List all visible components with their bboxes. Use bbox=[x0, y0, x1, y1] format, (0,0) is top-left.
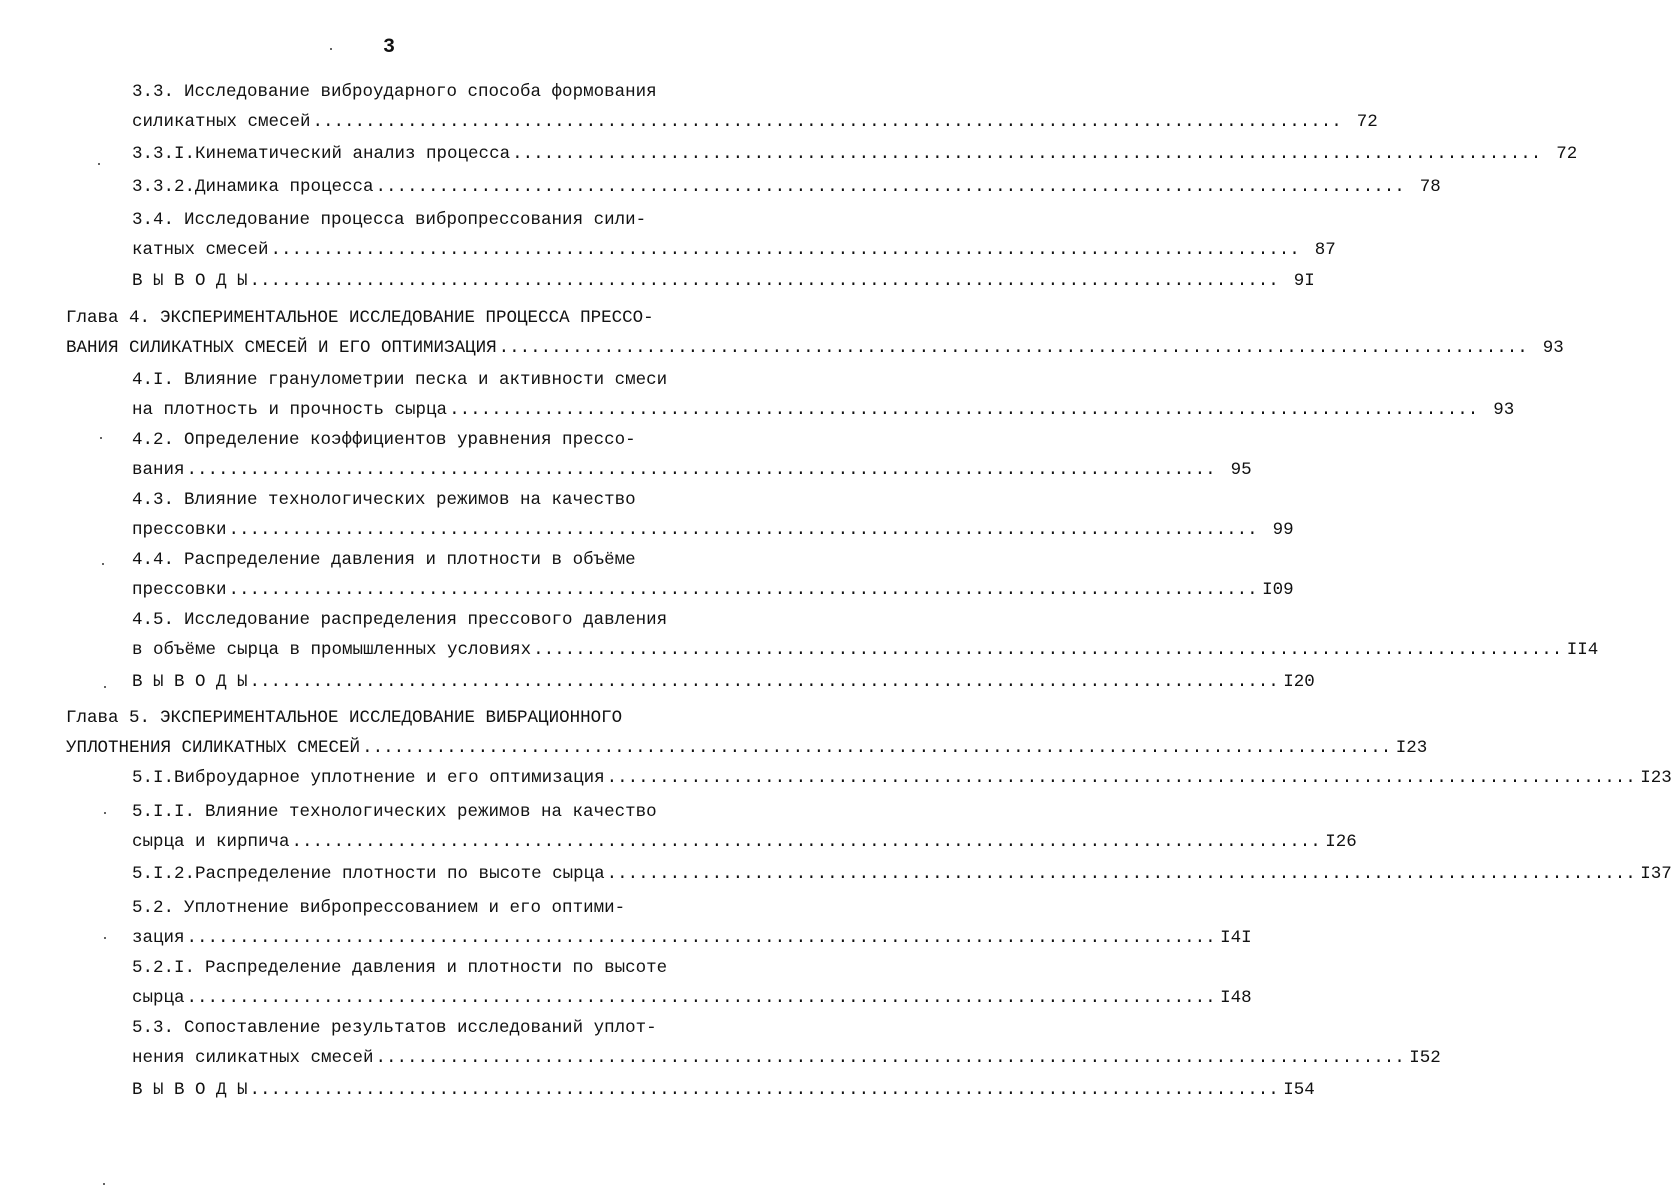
toc-entry-title: сырца bbox=[132, 988, 185, 1008]
scan-speck bbox=[98, 163, 100, 165]
toc-entry-title: на плотность и прочность сырца bbox=[132, 400, 448, 420]
toc-entry-number: 5.I.I. bbox=[132, 802, 196, 822]
toc-entry-line bbox=[132, 893, 712, 923]
toc-leader-dots: .................................................................................................. bbox=[249, 672, 1279, 692]
toc-entry-title: Кинематический анализ процесса bbox=[195, 144, 511, 164]
toc-entry-number: 3.3.I. bbox=[132, 144, 196, 164]
toc-entry-line bbox=[132, 515, 1294, 545]
toc-entry-line bbox=[132, 545, 712, 575]
toc-entry-title: Определение коэффициентов уравнения прессо- bbox=[184, 430, 636, 450]
toc-entry-title: Сопоставление результатов исследований уплот- bbox=[184, 1018, 657, 1038]
toc-entry-line bbox=[132, 77, 712, 107]
toc-entry-title: УПЛОТНЕНИЯ СИЛИКАТНЫХ СМЕСЕЙ bbox=[66, 738, 361, 758]
toc-entry-title: нения силикатных смесей bbox=[132, 1048, 374, 1068]
toc-entry-line bbox=[132, 485, 712, 515]
toc-entry-line bbox=[132, 667, 1315, 697]
scan-speck bbox=[104, 937, 106, 939]
toc-entry-line bbox=[132, 575, 1294, 605]
toc-entry-line bbox=[132, 395, 1515, 425]
toc-entry-title: Распределение плотности по высоте сырца bbox=[195, 864, 605, 884]
toc-entry bbox=[66, 303, 1564, 363]
toc-entry-number: 4.5. bbox=[132, 610, 175, 630]
toc-page-number: 72 bbox=[1356, 112, 1378, 132]
scan-speck bbox=[100, 437, 102, 439]
toc-leader-dots: .................................................................................................. bbox=[498, 338, 1528, 358]
toc-entry-line bbox=[132, 923, 1252, 953]
toc-entry-line bbox=[132, 205, 712, 235]
toc-page-number: I23 bbox=[1395, 738, 1428, 758]
toc-entry-title: силикатных смесей bbox=[132, 112, 311, 132]
toc-entry-line bbox=[66, 333, 1564, 363]
toc-entry-title: Распределение давления и плотности в объёме bbox=[184, 550, 636, 570]
toc-entry-title: ВАНИЯ СИЛИКАТНЫХ СМЕСЕЙ И ЕГО ОПТИМИЗАЦИЯ bbox=[66, 338, 497, 358]
toc-entry-title: Распределение давления и плотности по высоте bbox=[205, 958, 668, 978]
toc-entry-line bbox=[132, 1013, 712, 1043]
toc-page-number: I52 bbox=[1409, 1048, 1441, 1068]
toc-leader-dots: .................................................................................................. bbox=[606, 864, 1636, 884]
toc-entry-title: ЭКСПЕРИМЕНТАЛЬНОЕ ИССЛЕДОВАНИЕ ПРОЦЕССА ПРЕССО- bbox=[160, 308, 654, 328]
toc-entry-number: Глава 5. bbox=[66, 708, 151, 728]
toc-entry-title: зация bbox=[132, 928, 185, 948]
toc-entry-line bbox=[132, 235, 1336, 265]
toc-entry-title: ЭКСПЕРИМЕНТАЛЬНОЕ ИССЛЕДОВАНИЕ ВИБРАЦИОННОГО bbox=[160, 708, 623, 728]
toc-entry bbox=[132, 545, 1294, 605]
toc-page-number: 9I bbox=[1293, 271, 1315, 291]
toc-entry-line bbox=[132, 172, 1441, 202]
toc-entry-line bbox=[66, 703, 712, 733]
toc-entry-title: прессовки bbox=[132, 580, 227, 600]
toc-page-number: 95 bbox=[1230, 460, 1252, 480]
toc-entry bbox=[132, 172, 1441, 202]
toc-leader-dots: .................................................................................................. bbox=[270, 240, 1300, 260]
scan-speck bbox=[103, 1183, 105, 1185]
toc-leader-dots: .................................................................................................. bbox=[312, 112, 1342, 132]
toc-page-number: I26 bbox=[1325, 832, 1357, 852]
toc-entry-title: вания bbox=[132, 460, 185, 480]
toc-entry bbox=[132, 1075, 1315, 1105]
toc-entry-title: сырца и кирпича bbox=[132, 832, 290, 852]
toc-page-number: I09 bbox=[1262, 580, 1294, 600]
toc-page-number: 87 bbox=[1314, 240, 1336, 260]
toc-leader-dots: .................................................................................................. bbox=[228, 580, 1258, 600]
toc-entry-line bbox=[132, 365, 712, 395]
toc-page-number: 78 bbox=[1419, 177, 1441, 197]
toc-page-number: 99 bbox=[1272, 520, 1294, 540]
toc-entry-line bbox=[132, 266, 1315, 296]
toc-entry-title: Влияние гранулометрии песка и активности смеси bbox=[184, 370, 668, 390]
toc-page-number: I54 bbox=[1283, 1080, 1315, 1100]
toc-leader-dots: .................................................................................................. bbox=[533, 640, 1563, 660]
toc-page-number: 93 bbox=[1542, 338, 1564, 358]
toc-entry bbox=[132, 77, 1378, 137]
toc-entry-line bbox=[66, 733, 1428, 763]
toc-page-number: I23 bbox=[1640, 768, 1672, 788]
toc-entry-title: В Ы В О Д Ы bbox=[132, 672, 248, 692]
toc-entry-title: Влияние технологических режимов на качество bbox=[205, 802, 657, 822]
toc-leader-dots: .................................................................................................. bbox=[606, 768, 1636, 788]
toc-entry-line bbox=[132, 1043, 1441, 1073]
toc-leader-dots: .................................................................................................. bbox=[512, 144, 1542, 164]
toc-entry-number: 3.4. bbox=[132, 210, 175, 230]
toc-entry bbox=[132, 797, 1357, 857]
toc-entry-title: прессовки bbox=[132, 520, 227, 540]
toc-page-number: I37 bbox=[1640, 864, 1672, 884]
toc-entry-title: Влияние технологических режимов на качество bbox=[184, 490, 636, 510]
toc-page-number: 72 bbox=[1556, 144, 1578, 164]
toc-entry-line bbox=[132, 425, 712, 455]
toc-page-number: 93 bbox=[1493, 400, 1515, 420]
toc-entry-line bbox=[132, 1075, 1315, 1105]
toc-leader-dots: .................................................................................................. bbox=[249, 1080, 1279, 1100]
toc-page-number: I4I bbox=[1220, 928, 1252, 948]
page-number: 3 bbox=[383, 36, 396, 59]
toc-entry-title: Исследование виброударного способа формования bbox=[184, 82, 657, 102]
toc-leader-dots: .................................................................................................. bbox=[449, 400, 1479, 420]
toc-entry-title: В Ы В О Д Ы bbox=[132, 1080, 248, 1100]
toc-entry-title: в объёме сырца в промышленных условиях bbox=[132, 640, 532, 660]
toc-entry-title: Исследование распределения прессового давления bbox=[184, 610, 668, 630]
toc-page-number: I20 bbox=[1283, 672, 1315, 692]
toc-entry-number: 5.2.I. bbox=[132, 958, 196, 978]
toc-leader-dots: .................................................................................................. bbox=[362, 738, 1392, 758]
toc-entry-line bbox=[132, 983, 1252, 1013]
toc-leader-dots: .................................................................................................. bbox=[186, 460, 1216, 480]
toc-entry bbox=[132, 893, 1252, 953]
toc-entry bbox=[132, 763, 1672, 793]
toc-entry bbox=[132, 205, 1336, 265]
toc-page-number: I48 bbox=[1220, 988, 1252, 1008]
toc-entry bbox=[132, 605, 1599, 665]
toc-entry-number: 4.2. bbox=[132, 430, 175, 450]
scan-speck bbox=[330, 48, 332, 50]
scan-speck bbox=[104, 686, 106, 688]
toc-entry-number: 3.3.2. bbox=[132, 177, 196, 197]
toc-entry-line bbox=[132, 635, 1599, 665]
toc-entry-title: Исследование процесса вибропрессования сили- bbox=[184, 210, 647, 230]
toc-page-number: II4 bbox=[1566, 640, 1599, 660]
toc-entry-line bbox=[66, 303, 712, 333]
toc-entry-number: 4.I. bbox=[132, 370, 175, 390]
toc-leader-dots: .................................................................................................. bbox=[375, 1048, 1405, 1068]
toc-entry-line bbox=[132, 953, 712, 983]
toc-entry bbox=[132, 365, 1515, 425]
toc-entry bbox=[132, 953, 1252, 1013]
toc-entry bbox=[132, 859, 1672, 889]
toc-leader-dots: .................................................................................................. bbox=[186, 988, 1216, 1008]
toc-entry-line bbox=[132, 455, 1252, 485]
toc-entry-line bbox=[132, 107, 1378, 137]
toc-entry-number: 4.3. bbox=[132, 490, 175, 510]
toc-entry-number: 5.2. bbox=[132, 898, 175, 918]
toc-entry bbox=[132, 667, 1315, 697]
toc-entry bbox=[132, 1013, 1441, 1073]
toc-entry-number: 5.I.2. bbox=[132, 864, 196, 884]
toc-entry-line bbox=[132, 797, 712, 827]
toc-entry bbox=[66, 703, 1428, 763]
toc-entry-title: катных смесей bbox=[132, 240, 269, 260]
toc-entry-line bbox=[132, 827, 1357, 857]
toc-leader-dots: .................................................................................................. bbox=[228, 520, 1258, 540]
toc-entry-title: Уплотнение вибропрессованием и его оптими- bbox=[184, 898, 626, 918]
scan-speck bbox=[104, 812, 106, 814]
toc-entry-line bbox=[132, 605, 712, 635]
toc-entry-number: 3.3. bbox=[132, 82, 175, 102]
toc-entry-line bbox=[132, 139, 1578, 169]
toc-entry-line bbox=[132, 859, 1672, 889]
toc-entry-number: 4.4. bbox=[132, 550, 175, 570]
toc-leader-dots: .................................................................................................. bbox=[375, 177, 1405, 197]
toc-entry-title: Динамика процесса bbox=[195, 177, 374, 197]
toc-leader-dots: .................................................................................................. bbox=[249, 271, 1279, 291]
toc-entry bbox=[132, 425, 1252, 485]
toc-leader-dots: .................................................................................................. bbox=[186, 928, 1216, 948]
toc-entry bbox=[132, 139, 1578, 169]
toc-leader-dots: .................................................................................................. bbox=[291, 832, 1321, 852]
toc-entry bbox=[132, 266, 1315, 296]
toc-entry-line bbox=[132, 763, 1672, 793]
toc-entry-number: 5.3. bbox=[132, 1018, 175, 1038]
toc-entry-number: Глава 4. bbox=[66, 308, 151, 328]
toc-entry bbox=[132, 485, 1294, 545]
toc-entry-number: 5.I. bbox=[132, 768, 175, 788]
toc-entry-title: Виброударное уплотнение и его оптимизация bbox=[174, 768, 605, 788]
toc-entry-title: В Ы В О Д Ы bbox=[132, 271, 248, 291]
scan-speck bbox=[102, 563, 104, 565]
